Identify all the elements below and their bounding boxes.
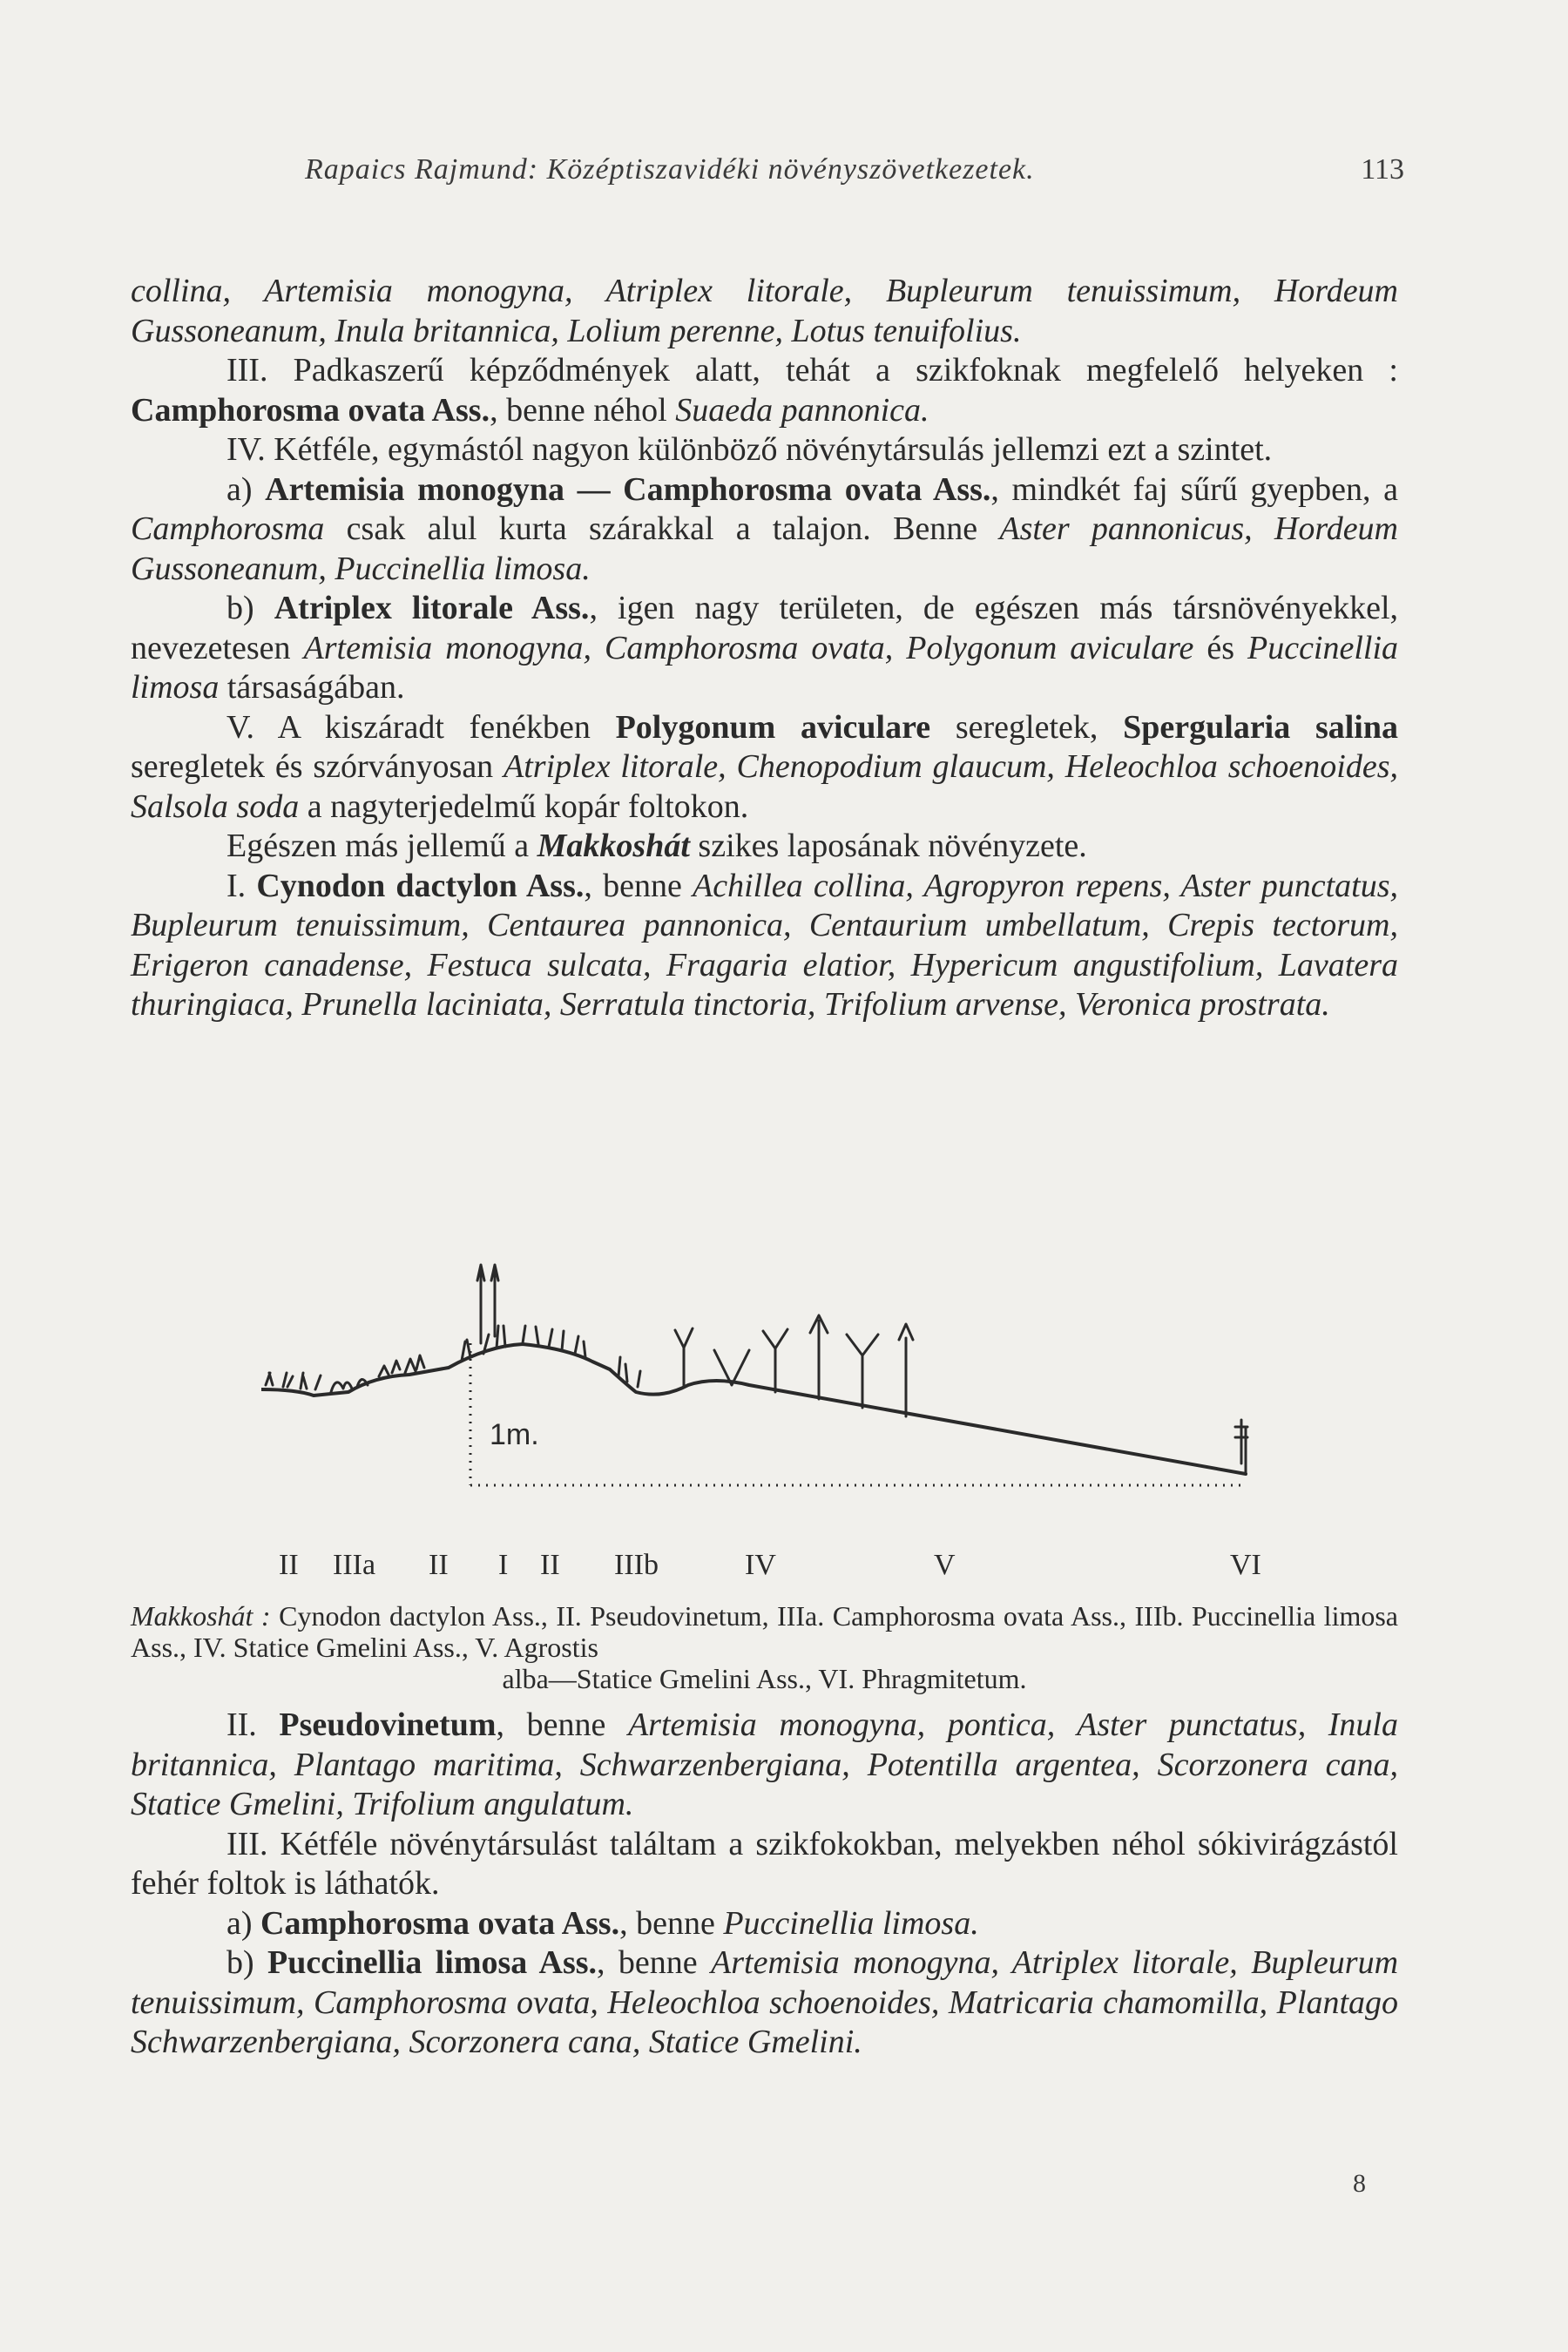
association-name: Camphorosma ovata Ass.	[260, 1904, 620, 1942]
figure-caption: Makkoshát : Cynodon dactylon Ass., II. Pseudovinetum, IIIa. Camphorosma ovata Ass., IIIb. Puccinellia limosa Ass., IV. Statice Gmelini Ass., V. Agrostis alba—Statice Gmelini Ass., VI. Phragmitetum.	[131, 1600, 1399, 1694]
zone-label: IIIa	[333, 1549, 376, 1581]
association-name: Artemisia monogyna — Camphorosma ovata Ass.	[265, 470, 991, 508]
profile-zone-labels	[131, 1549, 1398, 1588]
species-list: collina, Artemisia monogyna, Atriplex litorale, Bupleurum tenuissimum, Hordeum Gussoneanum, Inula britannica, Lolium perenne, Lotus tenuifolius.	[131, 273, 1398, 349]
scale-label: 1m.	[490, 1418, 539, 1451]
body-text-upper	[131, 272, 1398, 1025]
puccinellia-tufts	[618, 1357, 640, 1387]
running-header	[131, 153, 1404, 197]
zone-label: VI	[1230, 1549, 1261, 1581]
association-name: Cynodon dactylon Ass.	[256, 867, 585, 904]
paragraph: a) Camphorosma ovata Ass., benne Puccinellia limosa.	[226, 1904, 979, 1942]
paragraph: b) Puccinellia limosa Ass., benne Artemisia monogyna, Atriplex litorale, Bupleurum tenuissimum, Camphorosma ovata, Heleochloa schoenoides, Matricaria chamomilla, Plantago Schwarzenbergiana, Scorzonera cana, Statice Gmelini.	[131, 1944, 1399, 2060]
grass-tufts	[266, 1373, 321, 1389]
zone-label: IIIb	[614, 1549, 659, 1581]
zone-label: IV	[745, 1549, 776, 1581]
association-name: Puccinellia limosa Ass.	[267, 1944, 598, 1981]
zone-label: II	[429, 1549, 449, 1581]
paragraph: II. Pseudovinetum, benne Artemisia monogyna, pontica, Aster punctatus, Inula britannica, Plantago maritima, Schwarzenbergiana, Potentilla argentea, Scorzonera cana, Statice Gmelini, Trifolium angulatum.	[131, 1707, 1398, 1822]
association-name: Polygonum aviculare	[615, 708, 931, 746]
association-name: Atriplex litorale Ass.	[274, 590, 590, 626]
paragraph: IV. Kétféle, egymástól nagyon különböző növénytársulás jellemzi ezt a szintet.	[226, 431, 1273, 468]
tall-stems	[477, 1265, 498, 1343]
paragraph: III. Kétféle növénytársulást találtam a szikfokokban, melyekben néhol sókivirágzástól fehér foltok is láthatók.	[131, 1825, 1398, 1902]
signature-mark: 8	[1353, 2169, 1366, 2198]
paragraph: Egészen más jellemű a Makkoshát szikes laposának növényzete.	[226, 828, 1087, 864]
profile-drawing	[261, 1246, 1307, 1568]
zone-label: I	[498, 1549, 509, 1581]
paragraph: b) Atriplex litorale Ass., igen nagy területen, de egészen más társnövényekkel, nevezetesen Artemisia monogyna, Camphorosma ovata, Polygonum aviculare és Puccinellia limosa társaságában.	[131, 590, 1399, 706]
paragraph: a) Artemisia monogyna — Camphorosma ovata Ass., mindkét faj sűrű gyepben, a Camphorosma csak alul kurta szárakkal a talajon. Benne Aster pannonicus, Hordeum Gussoneanum, Puccinellia limosa.	[131, 470, 1398, 587]
association-name: Spergularia salina	[1123, 708, 1398, 746]
vegetation-profile-diagram	[261, 1246, 1307, 1568]
paragraph	[131, 272, 1398, 351]
caption-place: Makkoshát :	[131, 1600, 271, 1632]
page-number: 113	[1361, 153, 1404, 186]
running-title: Rapaics Rajmund: Középtiszavidéki növényszövetkezetek.	[305, 153, 1035, 186]
statice-plants	[675, 1315, 913, 1416]
zone-label: V	[934, 1549, 956, 1581]
association-name: Pseudovinetum	[279, 1707, 497, 1743]
body-text-lower	[131, 1706, 1398, 2063]
place-name: Makkoshát	[537, 828, 690, 864]
association-name: Camphorosma ovata Ass.	[131, 391, 490, 429]
paragraph: I. Cynodon dactylon Ass., benne Achillea collina, Agropyron repens, Aster punctatus, Bupleurum tenuissimum, Centaurea pannonica, Centaurium umbellatum, Crepis tectorum, Erigeron canadense, Festuca sulcata, Fragaria elatior, Hypericum angustifolium, Lavatera thuringiaca, Prunella laciniata, Serratula tinctoria, Trifolium arvense, Veronica prostrata.	[131, 867, 1399, 1023]
zone-label: II	[540, 1549, 560, 1581]
paragraph: V. A kiszáradt fenékben Polygonum aviculare seregletek, Spergularia salina seregletek és szórványosan Atriplex litorale, Chenopodium glaucum, Heleochloa schoenoides, Salsola soda a nagyterjedelmű kopár foltokon.	[131, 708, 1398, 825]
zone-label: II	[279, 1549, 299, 1581]
paragraph: III. Padkaszerű képződmények alatt, tehát a szikfoknak megfelelő helyeken : Camphorosma ovata Ass., benne néhol Suaeda pannonica.	[131, 352, 1398, 429]
